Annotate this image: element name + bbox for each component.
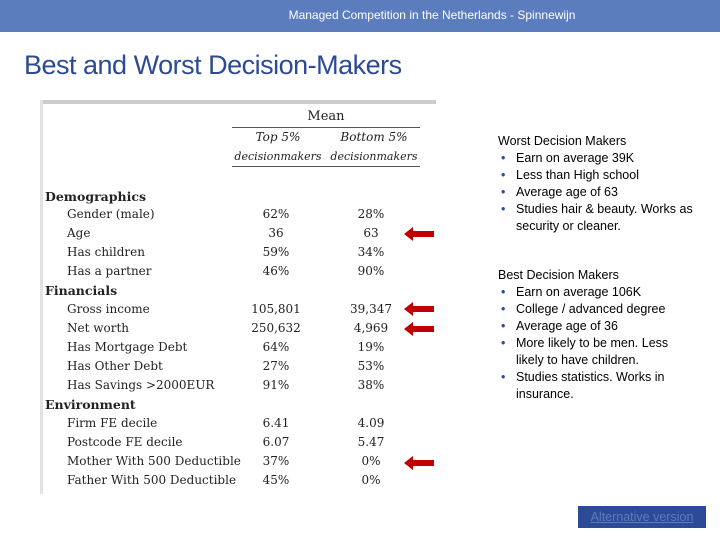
bullet-text: Studies statistics. Works in insurance. bbox=[516, 370, 665, 401]
row-label: Firm FE decile bbox=[67, 416, 158, 430]
list-item bbox=[498, 150, 698, 167]
arrow-networth-icon bbox=[404, 322, 434, 336]
worst-title: Worst Decision Makers bbox=[498, 134, 627, 148]
section-environment: Environment bbox=[45, 397, 136, 412]
arrow-income-icon bbox=[404, 302, 434, 316]
top-value: 6.07 bbox=[262, 435, 290, 449]
bottom-value: 5.47 bbox=[357, 435, 385, 449]
bottom-value: 0% bbox=[361, 473, 381, 487]
top-value: 27% bbox=[262, 359, 290, 373]
bullet-text: Average age of 36 bbox=[516, 319, 618, 333]
row-label: Mother With 500 Deductible bbox=[67, 454, 241, 468]
row-label: Has Mortgage Debt bbox=[67, 340, 188, 354]
bottom-value: 63 bbox=[363, 226, 379, 240]
row-label: Age bbox=[67, 226, 91, 240]
top-value: 62% bbox=[262, 207, 290, 221]
top-value: 6.41 bbox=[262, 416, 290, 430]
table-left-border bbox=[40, 100, 43, 494]
row-label: Has Other Debt bbox=[67, 359, 163, 373]
top-value: 64% bbox=[262, 340, 290, 354]
section-demographics: Demographics bbox=[45, 189, 147, 204]
top-value: 36 bbox=[268, 226, 284, 240]
top-value: 37% bbox=[262, 454, 290, 468]
bottom-value: 0% bbox=[361, 454, 381, 468]
bullet-text: Earn on average 39K bbox=[516, 151, 635, 165]
list-item bbox=[498, 335, 698, 369]
bullet-text: Less than High school bbox=[516, 168, 639, 182]
top-value: 45% bbox=[262, 473, 290, 487]
bottom-value: 4.09 bbox=[357, 416, 385, 430]
bottom-value: 28% bbox=[357, 207, 385, 221]
bottom-value: 90% bbox=[357, 264, 385, 278]
bullet-icon: • bbox=[501, 151, 506, 165]
bullet-text: College / advanced degree bbox=[516, 302, 666, 316]
bottom-value: 19% bbox=[357, 340, 385, 354]
header-rule bbox=[232, 166, 420, 167]
row-label: Gross income bbox=[67, 302, 150, 316]
bullet-text: Studies hair & beauty. Works as security or cleaner. bbox=[516, 202, 693, 233]
bullet-icon: • bbox=[501, 285, 506, 299]
list-item bbox=[498, 301, 698, 318]
bottom-value: 34% bbox=[357, 245, 385, 259]
top-value: 91% bbox=[262, 378, 290, 392]
row-label: Has children bbox=[67, 245, 145, 259]
bottom-value: 53% bbox=[357, 359, 385, 373]
arrow-age-icon bbox=[404, 227, 434, 241]
bullet-icon: • bbox=[501, 185, 506, 199]
list-item bbox=[498, 369, 698, 403]
section-financials: Financials bbox=[45, 283, 118, 298]
row-label: Father With 500 Deductible bbox=[67, 473, 237, 487]
bullet-icon: • bbox=[501, 319, 506, 333]
bottom-value: 4,969 bbox=[353, 321, 389, 335]
table-top-border bbox=[40, 100, 436, 104]
col1-header-line2: decisionmakers bbox=[234, 150, 322, 163]
worst-decision-makers-panel bbox=[498, 133, 698, 235]
col1-header-line1: Top 5% bbox=[255, 130, 301, 144]
mean-header: Mean bbox=[307, 109, 345, 124]
best-bullet-list bbox=[498, 284, 698, 403]
slide-title: Best and Worst Decision-Makers bbox=[24, 50, 402, 80]
top-value: 46% bbox=[262, 264, 290, 278]
list-item bbox=[498, 284, 698, 301]
bullet-icon: • bbox=[501, 336, 506, 350]
top-value: 250,632 bbox=[251, 321, 301, 335]
row-label: Net worth bbox=[67, 321, 130, 335]
best-title: Best Decision Makers bbox=[498, 268, 619, 282]
col2-header-line1: Bottom 5% bbox=[340, 130, 408, 144]
mean-rule bbox=[232, 127, 420, 128]
row-label: Has Savings >2000EUR bbox=[67, 378, 215, 392]
list-item bbox=[498, 318, 698, 335]
list-item bbox=[498, 167, 698, 184]
header-text: Managed Competition in the Netherlands - Spinnewijn bbox=[288, 8, 576, 22]
decision-makers-table bbox=[40, 100, 436, 494]
arrow-deductible-icon bbox=[404, 456, 434, 470]
best-decision-makers-panel bbox=[498, 267, 698, 403]
header-bar bbox=[0, 0, 720, 32]
worst-bullet-list bbox=[498, 150, 698, 235]
row-label: Postcode FE decile bbox=[67, 435, 183, 449]
row-label: Gender (male) bbox=[67, 207, 155, 221]
top-value: 59% bbox=[262, 245, 290, 259]
list-item bbox=[498, 184, 698, 201]
alternative-version-link[interactable]: Alternative version bbox=[578, 506, 706, 528]
bullet-icon: • bbox=[501, 370, 506, 384]
bullet-icon: • bbox=[501, 302, 506, 316]
row-label: Has a partner bbox=[67, 264, 152, 278]
bullet-text: More likely to be men. Less likely to have children. bbox=[516, 336, 669, 367]
top-value: 105,801 bbox=[251, 302, 301, 316]
col2-header-line2: decisionmakers bbox=[330, 150, 418, 163]
bullet-text: Average age of 63 bbox=[516, 185, 618, 199]
bullet-icon: • bbox=[501, 202, 506, 216]
bullet-icon: • bbox=[501, 168, 506, 182]
list-item bbox=[498, 201, 698, 235]
bottom-value: 38% bbox=[357, 378, 385, 392]
bullet-text: Earn on average 106K bbox=[516, 285, 642, 299]
bottom-value: 39,347 bbox=[350, 302, 392, 316]
